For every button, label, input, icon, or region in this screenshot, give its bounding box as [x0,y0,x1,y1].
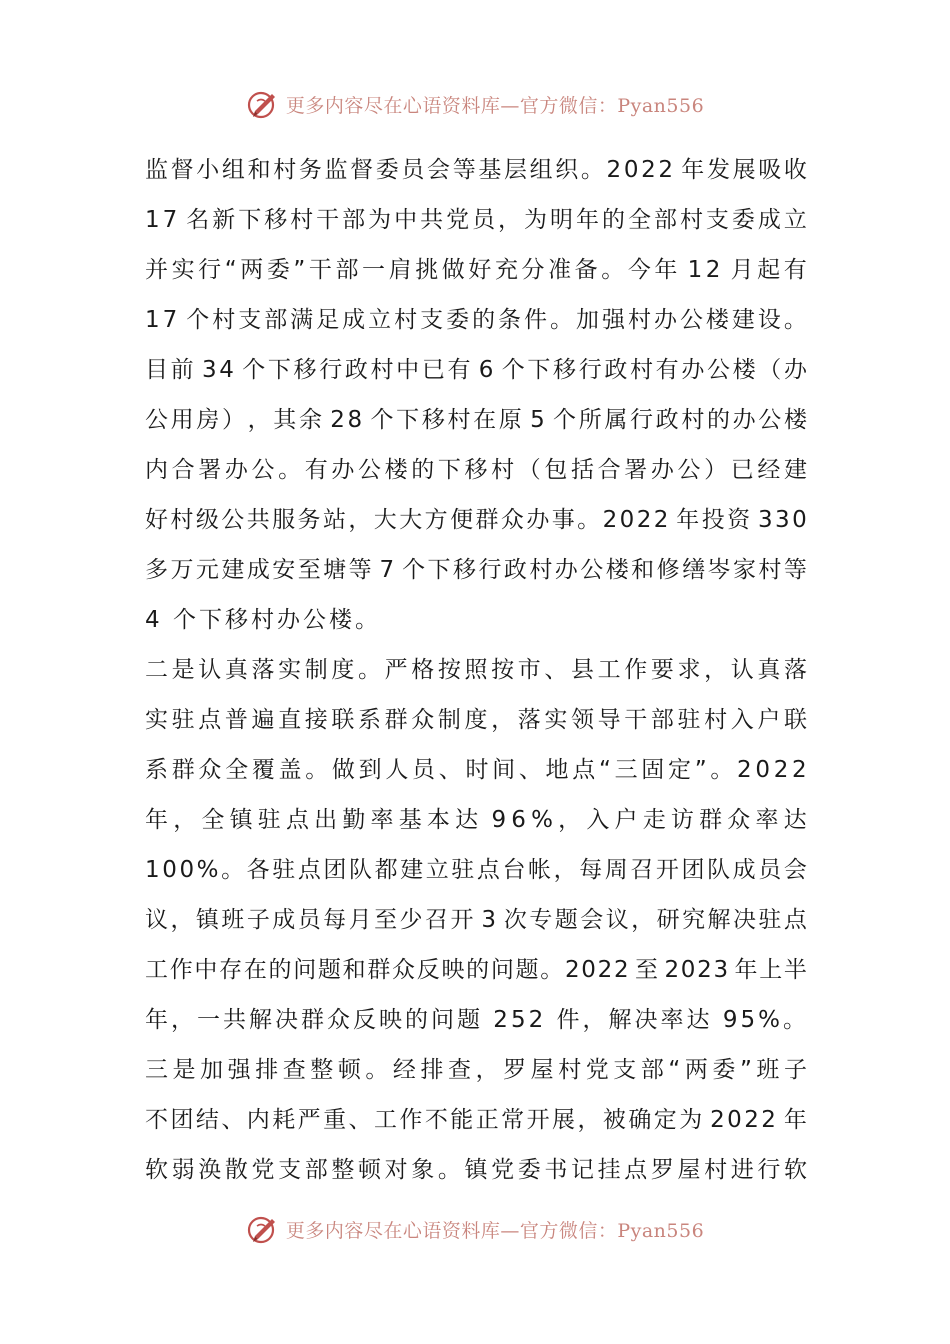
text-line: 不 团 结 、 内 耗 严 重 、 工 作 不 能 正 常 开 展 ， 被 确 定 为 2 0 2 2 年 [145,1107,807,1133]
document-body [145,145,807,1195]
paragraph-1 [145,145,807,645]
text-line: 1 0 0 % 。 各 驻 点 团 队 都 建 立 驻 点 台 帐 ， 每 周 召 开 团 队 成 员 会 [145,857,807,883]
watermark-header [0,84,950,124]
text-line: 并 实 行 “ 两 委 ” 干 部 一 肩 挑 做 好 充 分 准 备 。 今 年 1 2 月 起 有 [145,257,807,283]
text-line: 1 7 个 村 支 部 满 足 成 立 村 支 委 的 条 件 。 加 强 村 办 公 楼 建 设 。 [145,307,807,333]
text-line: 监 督 小 组 和 村 务 监 督 委 员 会 等 基 层 组 织 。 2 0 2 2 年 发 展 吸 收 [145,157,807,183]
text-line: 年 ， 全 镇 驻 点 出 勤 率 基 本 达 9 6 % ， 入 户 走 访 群 众 率 达 [145,807,807,833]
text-line: 工 作 中 存 在 的 问 题 和 群 众 反 映 的 问 题 。 2 0 2 2 至 2 0 2 3 年 上 半 [145,957,807,983]
text-line: 系 群 众 全 覆 盖 。 做 到 人 员 、 时 间 、 地 点 “ 三 固 定 ” 。 2 0 2 2 [145,757,807,783]
watermark-text: 更多内容尽在心语资料库—官方微信：Pyan556 [285,1219,705,1242]
text-line: 实 驻 点 普 遍 直 接 联 系 群 众 制 度 ， 落 实 领 导 干 部 驻 村 入 户 联 [145,707,807,733]
text-line: 内 合 署 办 公 。 有 办 公 楼 的 下 移 村 （ 包 括 合 署 办 公 ） 已 经 建 [145,457,807,483]
watermark-text: 更多内容尽在心语资料库—官方微信：Pyan556 [285,94,705,117]
text-line: 年，一共解决群众反映的问题 252 件，解决率达 95%。 [145,1007,809,1033]
paragraph-2 [145,645,807,1045]
text-line: 软 弱 涣 散 党 支 部 整 顿 对 象 。 镇 党 委 书 记 挂 点 罗 屋 村 进 行 软 [145,1157,807,1183]
text-line: 目 前 3 4 个 下 移 行 政 村 中 已 有 6 个 下 移 行 政 村 有 办 公 楼 （ 办 [145,357,807,383]
text-line: 三 是 加 强 排 查 整 顿 。 经 排 查 ， 罗 屋 村 党 支 部 “ 两 委 ” 班 子 [145,1057,807,1083]
text-line: 1 7 名 新 下 移 村 干 部 为 中 共 党 员 ， 为 明 年 的 全 部 村 支 委 成 立 [145,207,807,233]
pen-logo-icon [246,1212,280,1246]
text-line: 4 个下移村办公楼。 [145,607,381,633]
text-line: 议 ， 镇 班 子 成 员 每 月 至 少 召 开 3 次 专 题 会 议 ， 研 究 解 决 驻 点 [145,907,807,933]
text-line: 多 万 元 建 成 安 至 塘 等 7 个 下 移 行 政 村 办 公 楼 和 修 缮 岑 家 村 等 [145,557,807,583]
watermark-footer [0,1209,950,1249]
pen-logo-icon [246,87,280,121]
text-line: 好 村 级 公 共 服 务 站 ， 大 大 方 便 群 众 办 事 。 2 0 2 2 年 投 资 3 3 0 [145,507,807,533]
paragraph-3 [145,1045,807,1195]
text-line: 公 用 房 ） ， 其 余 2 8 个 下 移 村 在 原 5 个 所 属 行 政 村 的 办 公 楼 [145,407,807,433]
text-line: 二 是 认 真 落 实 制 度 。 严 格 按 照 按 市 、 县 工 作 要 求 ， 认 真 落 [145,657,807,683]
